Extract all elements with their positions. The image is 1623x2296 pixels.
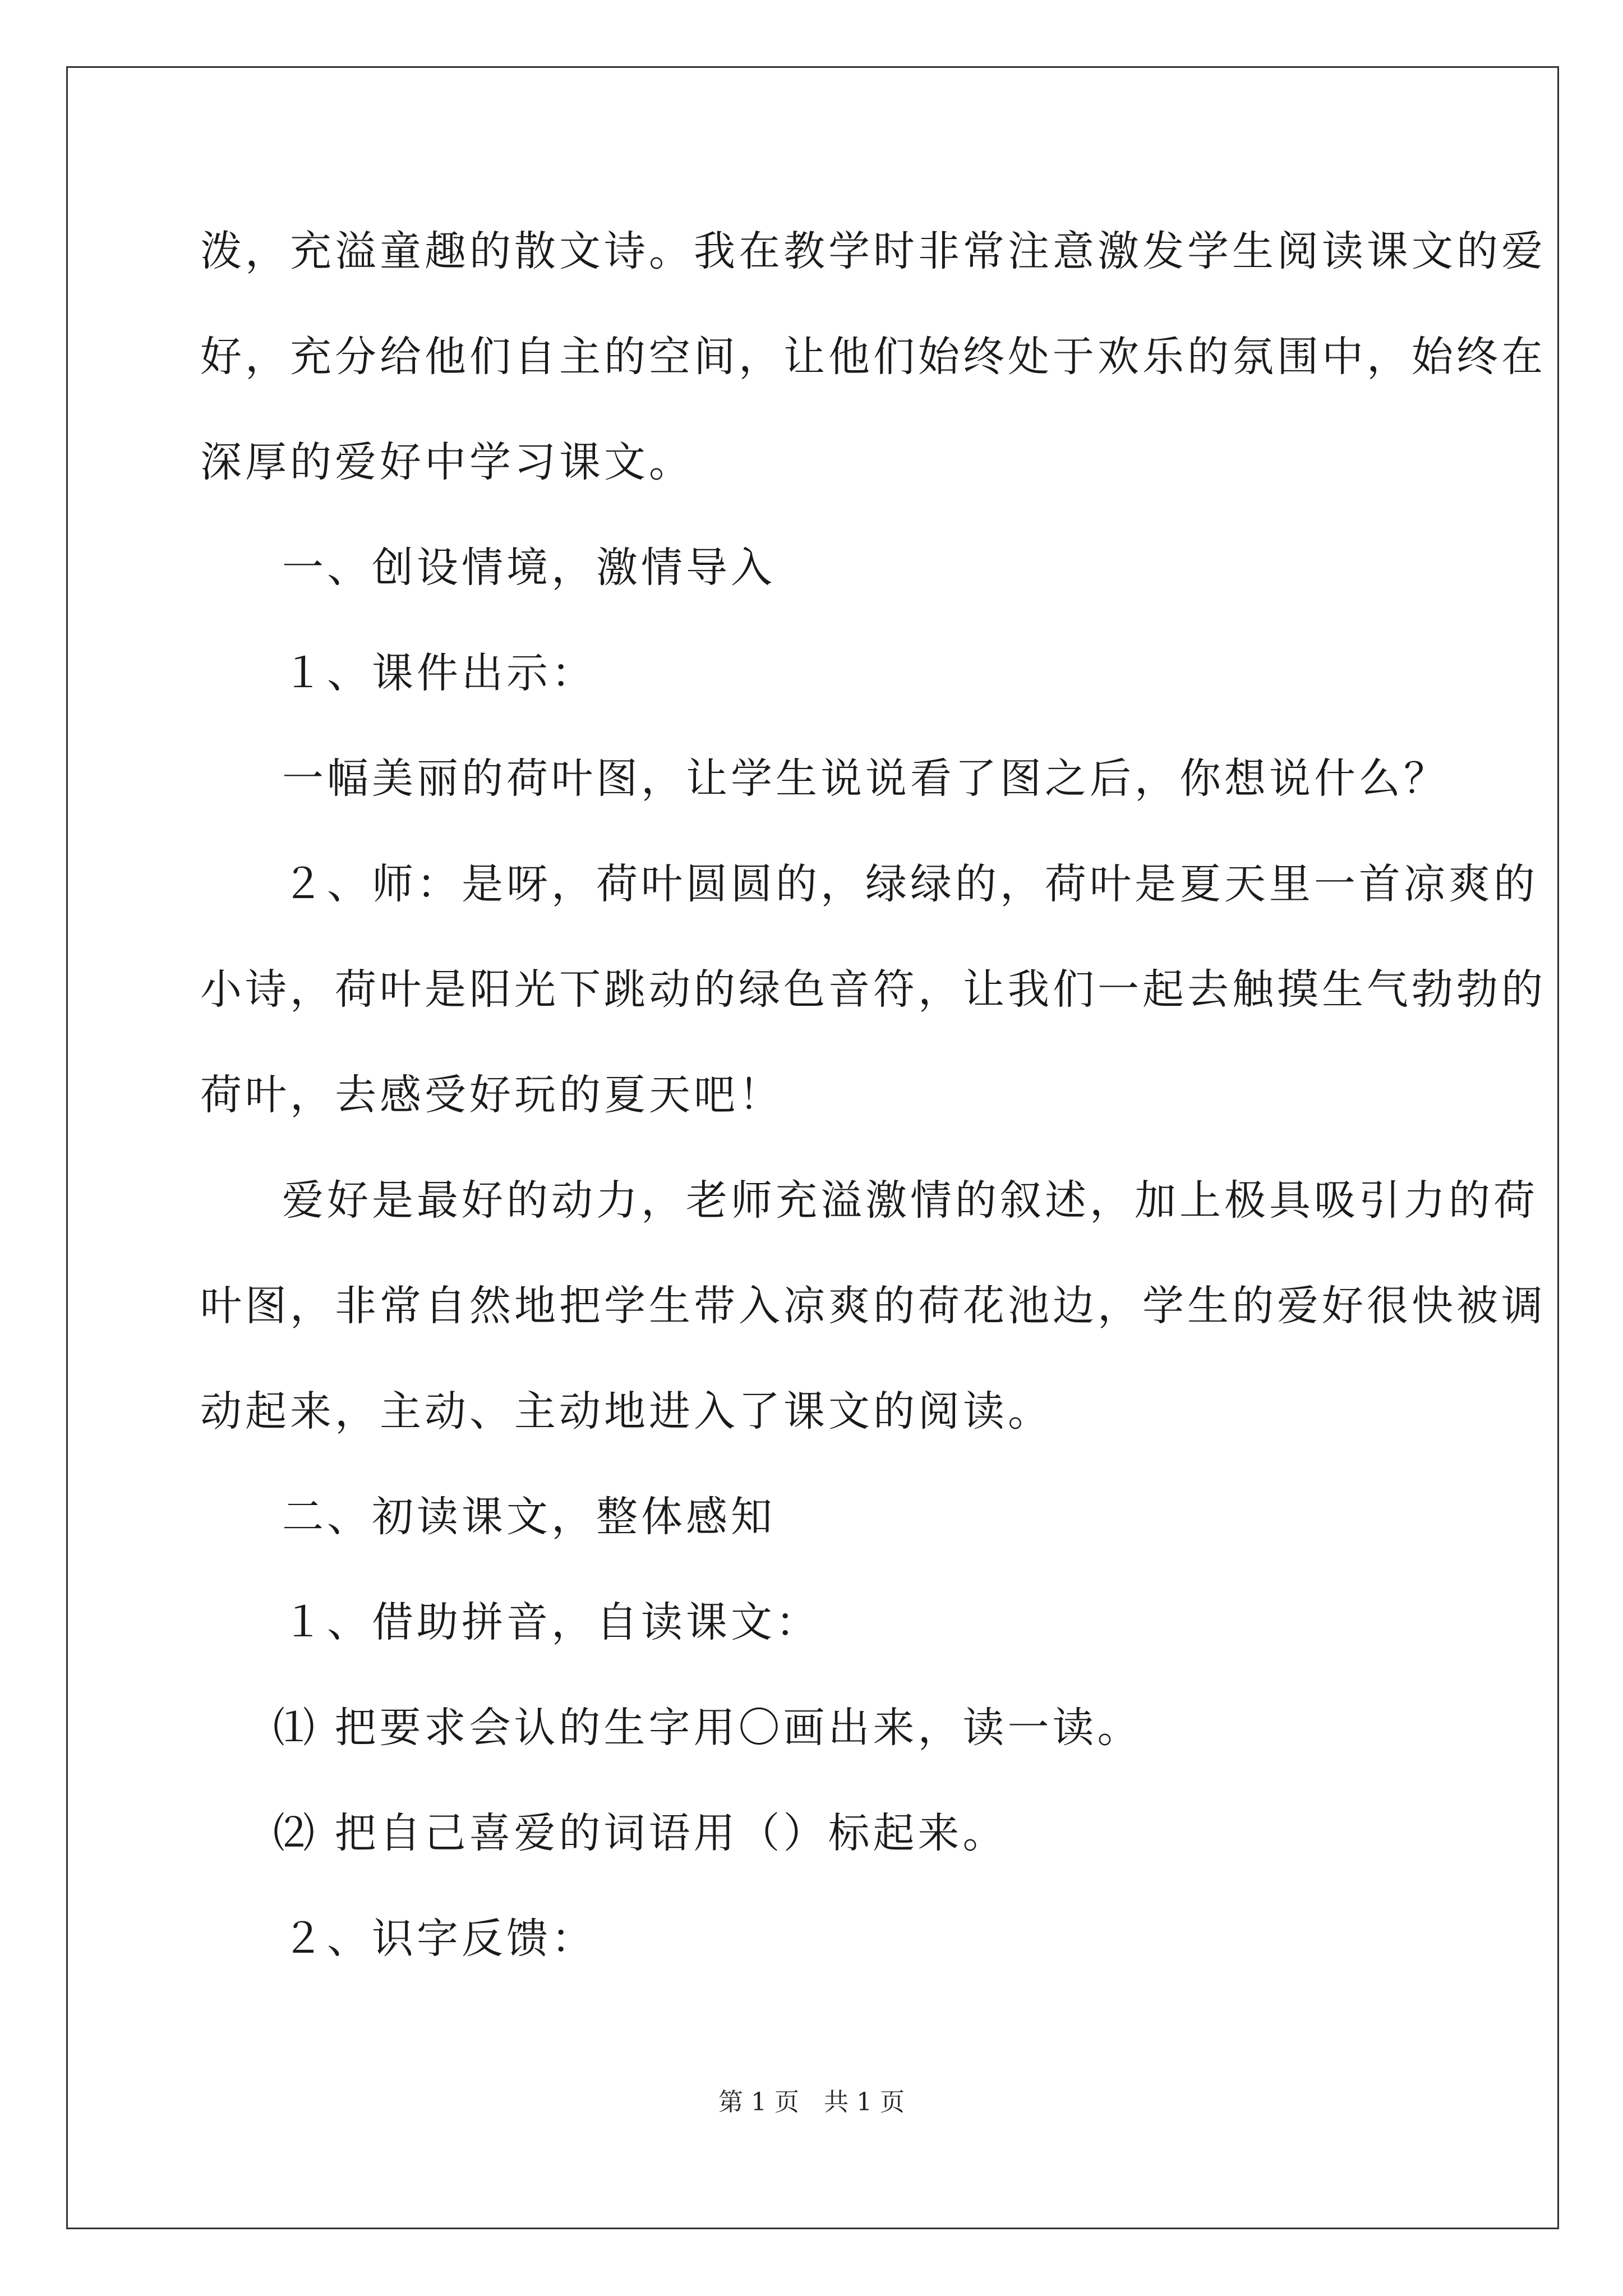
list-item: １、课件出示：: [282, 649, 596, 697]
section-heading: 一、创设情境，激情导入: [282, 544, 776, 592]
text-line: 爱好是最好的动力，老师充溢激情的叙述，加上极具吸引力的荷: [282, 1176, 1538, 1225]
text-line: 一幅美丽的荷叶图，让学生说说看了图之后，你想说什么？: [282, 754, 1449, 803]
text-line: 小诗，荷叶是阳光下跳动的绿色音符，让我们一起去触摸生气勃勃的: [200, 965, 1546, 1014]
section-heading: 二、初读课文，整体感知: [282, 1493, 776, 1541]
list-item: ２、识字反馈：: [282, 1915, 596, 1963]
text-line: 叶图，非常自然地把学生带入凉爽的荷花池边，学生的爱好很快被调: [200, 1282, 1546, 1330]
list-item: ⑵ 把自己喜爱的词语用（）标起来。: [273, 1809, 1008, 1857]
list-item: ⑴ 把要求会认的生字用〇画出来，读一读。: [273, 1704, 1142, 1752]
text-line: 好，充分给他们自主的空间，让他们始终处于欢乐的氛围中，始终在: [200, 333, 1546, 381]
page-number: 第 1 页 共 1 页: [718, 2088, 905, 2116]
text-line: 动起来，主动、主动地进入了课文的阅读。: [200, 1387, 1053, 1435]
text-line: 荷叶，去感受好玩的夏天吧！: [200, 1071, 783, 1119]
list-item: １、借助拼音，自读课文：: [282, 1598, 820, 1646]
text-line: 泼，充溢童趣的散文诗。我在教学时非常注意激发学生阅读课文的爱: [200, 227, 1546, 275]
text-line: 深厚的爱好中学习课文。: [200, 438, 694, 486]
list-item: ２、师：是呀，荷叶圆圆的，绿绿的，荷叶是夏天里一首凉爽的: [282, 860, 1538, 908]
